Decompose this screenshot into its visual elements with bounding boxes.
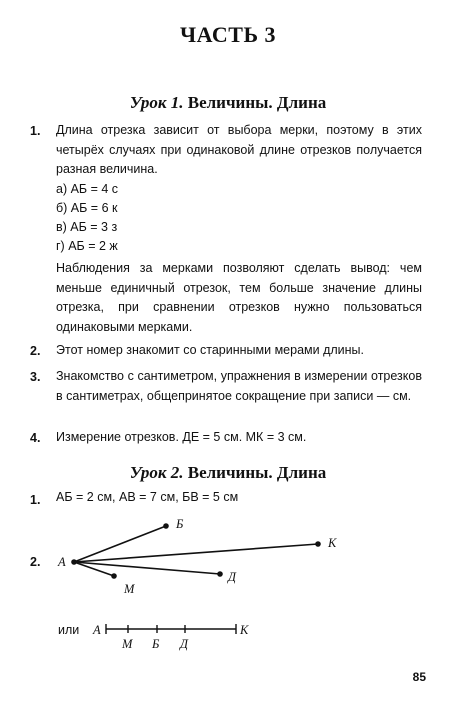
- item-number: 2.: [30, 344, 41, 358]
- lesson-2-title-prefix: Урок 2.: [129, 463, 184, 482]
- page-number: 85: [412, 670, 426, 684]
- line-label-a: А: [93, 623, 101, 637]
- item-number: 4.: [30, 431, 41, 445]
- point-k: [315, 541, 321, 547]
- lesson-1-item-1-text: Длина отрезка зависит от выбора мерки, поэтому в этих четырёх случаях при одинаковой длине отрезков получается разная величина.: [56, 123, 422, 176]
- lesson-1-item-3-text: Знакомство с сантиметром, упражнения в измерении отрезков в сантиметрах, общепринятое сокращение при записи — см.: [56, 369, 422, 403]
- point-m: [111, 573, 117, 579]
- answer-a: а) АБ = 4 с: [56, 182, 119, 196]
- segment-ad: [74, 562, 220, 574]
- or-label: или: [58, 623, 80, 637]
- segment-ak: [74, 544, 318, 562]
- segments-diagram: [0, 510, 456, 670]
- line-label-k: К: [240, 623, 249, 637]
- item-number: 2.: [30, 555, 41, 569]
- lesson-2-title: [0, 463, 456, 483]
- line-label-m: М: [122, 637, 133, 651]
- lesson-1-conclusion: Наблюдения за мерками позволяют сделать вывод: чем меньше единичный отрезок, тем больше значение длины отрезка, при сравнении отрезков нужно пользоваться одинаковыми мерками.: [56, 261, 422, 334]
- lesson-1-title-prefix: Урок 1.: [129, 93, 184, 112]
- lesson-1-item-4-text: Измерение отрезков. ДЕ = 5 см. МК = 3 см.: [56, 430, 307, 444]
- item-number: 1.: [30, 124, 41, 138]
- lesson-2-item-1-text: АБ = 2 см, АВ = 7 см, БВ = 5 см: [56, 490, 239, 504]
- item-number: 3.: [30, 370, 41, 384]
- lesson-2-title-rest: Величины. Длина: [183, 463, 327, 482]
- answer-c: в) АБ = 3 з: [56, 220, 118, 234]
- lesson-1-title: [0, 93, 456, 113]
- point-a: [71, 559, 77, 565]
- point-b: [163, 523, 169, 529]
- line-label-b: Б: [152, 637, 160, 651]
- answer-b: б) АБ = 6 к: [56, 201, 118, 215]
- line-label-d: Д: [180, 637, 188, 651]
- label-d: Д: [228, 570, 236, 584]
- point-d: [217, 571, 223, 577]
- item-number: 1.: [30, 493, 41, 507]
- answer-d: г) АБ = 2 ж: [56, 239, 118, 253]
- lesson-1-title-rest: Величины. Длина: [183, 93, 327, 112]
- label-m: М: [124, 582, 135, 596]
- label-k: К: [328, 536, 337, 550]
- label-a: А: [58, 555, 66, 569]
- label-b: Б: [176, 517, 184, 531]
- lesson-1-item-2-text: Этот номер знакомит со старинными мерами длины.: [56, 343, 364, 357]
- part-title: ЧАСТЬ 3: [179, 22, 277, 47]
